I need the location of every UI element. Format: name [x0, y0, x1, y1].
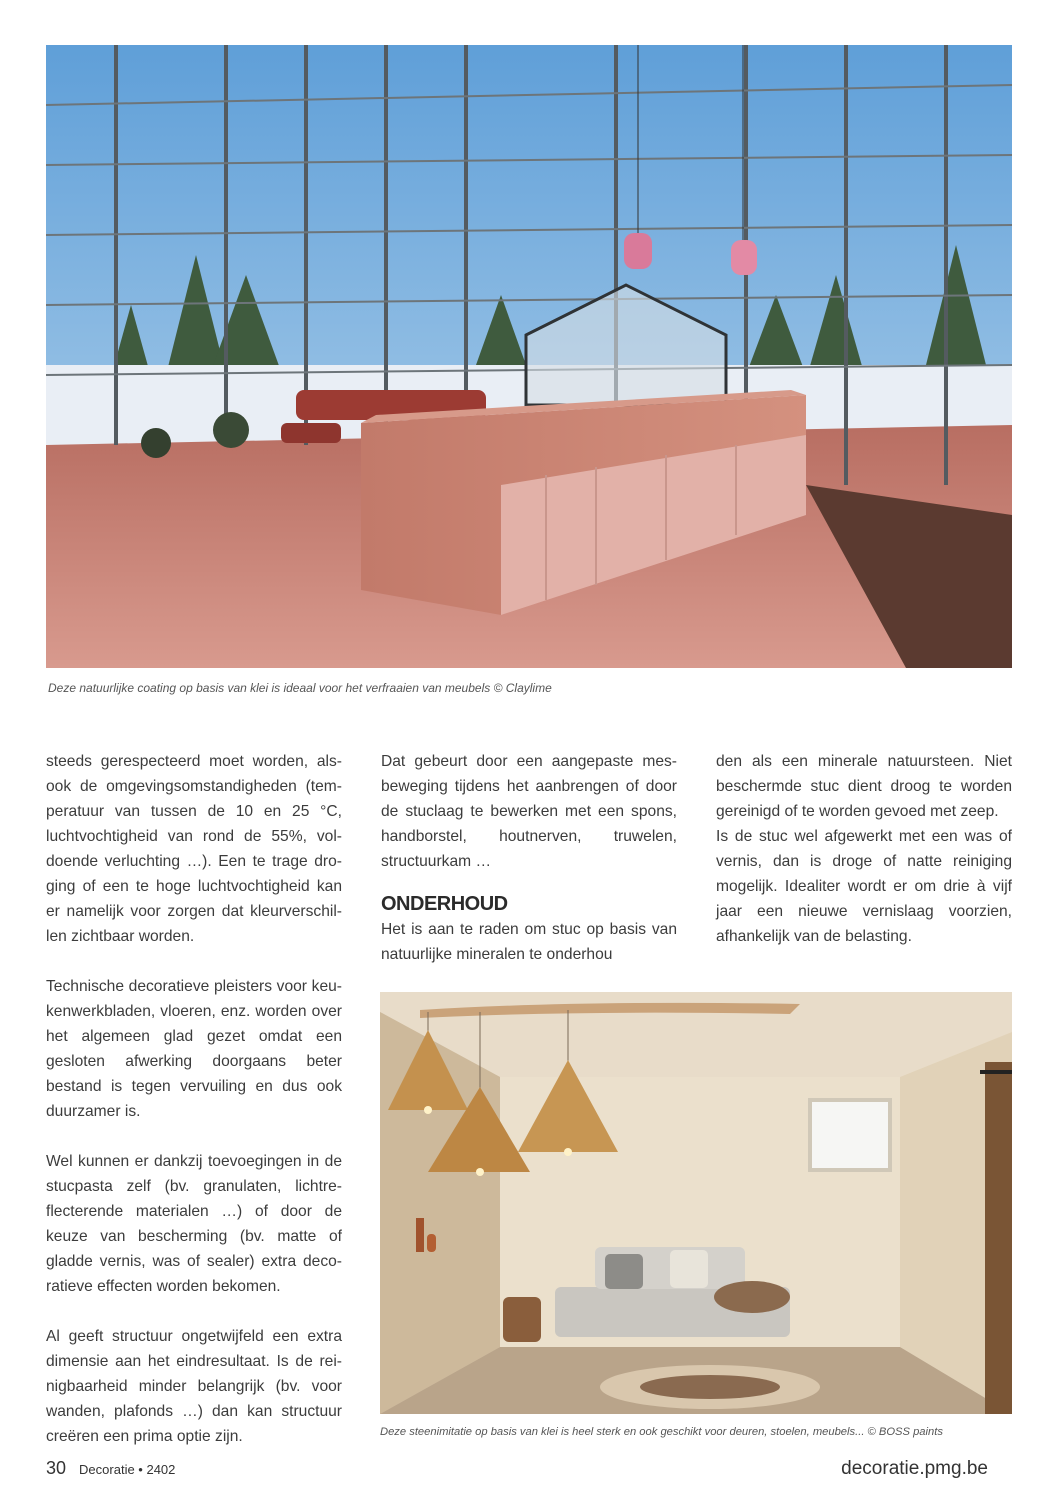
section-heading: ONDERHOUD [381, 893, 508, 915]
photo-living-room [380, 992, 1012, 1414]
page-footer-left [46, 1458, 175, 1479]
text-column-3 [716, 749, 1012, 949]
text-column-2 [381, 749, 677, 967]
photo-caption-top: Deze natuurlijke coating op basis van klei is ideaal voor het verfraaien van meubels © Claylime [48, 681, 552, 695]
paragraph: Technische decoratieve pleisters voor keukenwerkbladen, vloeren, enz. worden over het algemeen glad gezet omdat een gesloten afwerking doorgaans beter bestand is tegen vervuiling en dus ook duurzamer is. [46, 978, 342, 1120]
paragraph: Wel kunnen er dankzij toevoegingen in de stucpasta zelf (bv. granulaten, lichtreflecterende materialen …) of door de keuze van bescherming (bv. matte of gladde vernis, was of sealer) extra decoratieve effecten worden bekomen. [46, 1153, 342, 1295]
paragraph: den als een minerale natuursteen. Niet beschermde stuc dient droog te worden gereinigd of te worden gevoed met zeep. [716, 753, 1012, 820]
photo-glasshouse-kitchen [46, 45, 1012, 668]
page-number: 30 [46, 1458, 67, 1478]
paragraph: Is de stuc wel afgewerkt met een was of vernis, dan is droge of natte reiniging mogelijk. Idealiter wordt er om drie à vijf jaar een nieuwe vernislaag voorzien, afhankelijk van de belasting. [716, 828, 1012, 945]
paragraph: Het is aan te raden om stuc op basis van natuurlijke mineralen te onderhou [381, 921, 677, 963]
website-link[interactable]: decoratie.pmg.be [841, 1458, 988, 1479]
photo-caption-bottom: Deze steenimitatie op basis van klei is heel sterk en ook geschikt voor deuren, stoelen, meubels... © BOSS paints [380, 1426, 943, 1438]
magazine-issue: Decoratie • 2402 [79, 1462, 176, 1477]
paragraph: steeds gerespecteerd moet worden, alsook de omgevingsomstandigheden (temperatuur van tussen de 10 en 25 °C, luchtvochtigheid van rond de 55%, voldoende verluchting …). Een te trage droging of een te hoge luchtvochtigheid kan er namelijk voor zorgen dat kleurverschillen zichtbaar worden. [46, 753, 342, 945]
text-column-1 [46, 749, 342, 1449]
paragraph: Al geeft structuur ongetwijfeld een extra dimensie aan het eindresultaat. Is de reinigbaarheid minder belangrijk (bv. voor wanden, plafonds …) dan kan structuur creëren een prima optie zijn. [46, 1328, 342, 1445]
paragraph: Dat gebeurt door een aangepaste mesbeweging tijdens het aanbrengen of door de stuclaag te bewerken met een spons, handborstel, houtnerven, truwelen, structuurkam … [381, 753, 677, 870]
